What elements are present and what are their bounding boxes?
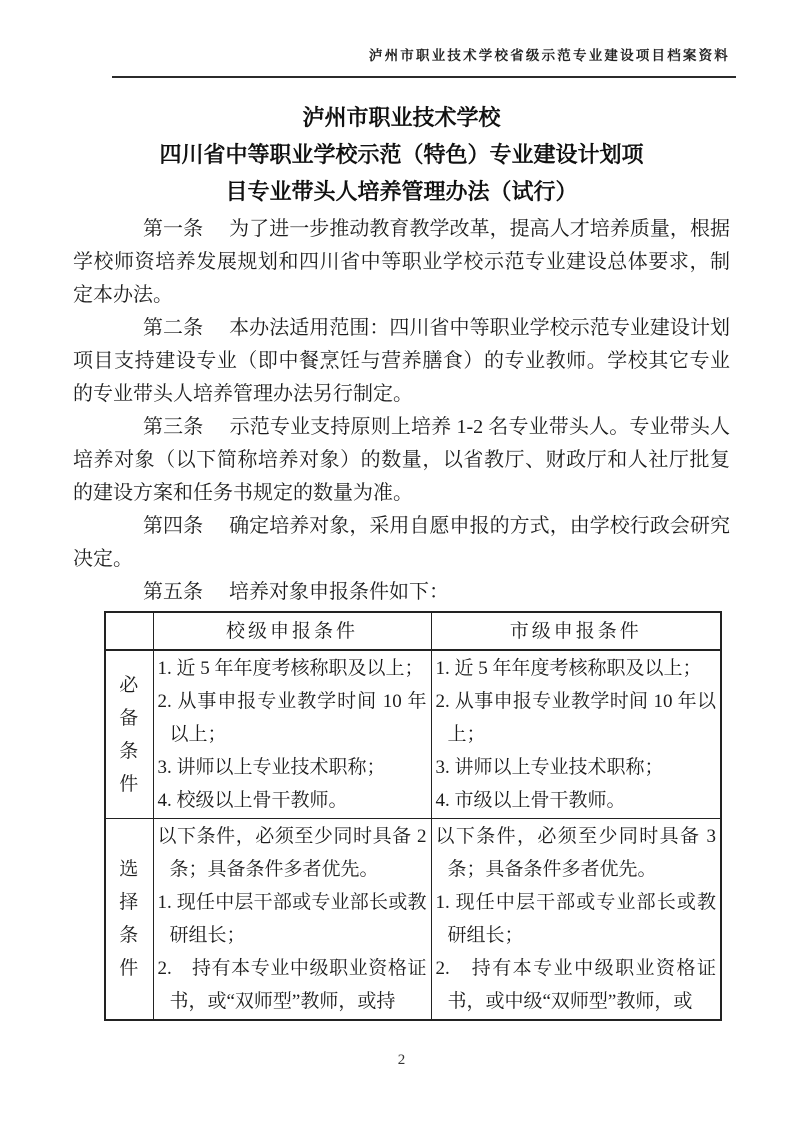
condition-item: 4. 市级以上骨干教师。 [435, 790, 626, 811]
title-line-3: 目专业带头人培养管理办法（试行） [225, 179, 578, 204]
condition-item: 4. 校级以上骨干教师。 [157, 790, 348, 811]
condition-item: 3. 讲师以上专业技术职称； [435, 757, 664, 778]
table-header-row [105, 612, 721, 650]
page-header [73, 0, 730, 65]
article-3-text: 示范专业支持原则上培养 1-2 名专业带头人。专业带头人培养对象（以下简称培养对象）的数量，以省教厅、财政厅和人社厅批复的建设方案和任务书规定的数量为准。 [73, 416, 730, 504]
row-header-required-conditions: 必备条件 [105, 650, 153, 819]
document-title [73, 99, 730, 210]
condition-item: 1. 现任中层干部或专业部长或教研组长； [435, 892, 716, 946]
column-header-city-level: 市级申报条件 [431, 612, 721, 650]
condition-item: 3. 讲师以上专业技术职称； [157, 757, 386, 778]
article-5-text: 培养对象申报条件如下： [229, 581, 449, 603]
condition-item: 以下条件，必须至少同时具备 3 条；具备条件多者优先。 [435, 826, 716, 880]
article-2-label: 第二条 [143, 317, 204, 339]
table-row-required-conditions [105, 650, 721, 819]
condition-item: 2. 持有本专业中级职业资格证书，或中级“双师型”教师，或 [435, 958, 716, 1012]
condition-item: 以下条件，必须至少同时具备 2 条；具备条件多者优先。 [157, 826, 427, 880]
condition-item: 2. 从事申报专业教学时间 10 年以上； [157, 691, 427, 745]
condition-item: 1. 近 5 年年度考核称职及以上； [157, 658, 424, 679]
condition-item: 1. 近 5 年年度考核称职及以上； [435, 658, 702, 679]
article-1-text: 为了进一步推动教育教学改革，提高人才培养质量，根据学校师资培养发展规划和四川省中等职业学校示范专业建设总体要求，制定本办法。 [73, 218, 731, 306]
cell-required-city [431, 650, 721, 819]
condition-item: 1. 现任中层干部或专业部长或教研组长； [157, 892, 427, 946]
column-header-school-level: 校级申报条件 [153, 612, 431, 650]
article-4-text: 确定培养对象，采用自愿申报的方式，由学校行政会研究决定。 [73, 515, 731, 570]
paragraph-article-4 [73, 510, 730, 576]
table-corner-cell [105, 612, 153, 650]
paragraph-article-5 [73, 576, 730, 609]
article-1-label: 第一条 [143, 218, 204, 240]
article-4-label: 第四条 [143, 515, 204, 537]
condition-item: 2. 持有本专业中级职业资格证书，或“双师型”教师，或持 [157, 958, 427, 1012]
title-line-2: 四川省中等职业学校示范（特色）专业建设计划项 [159, 142, 644, 167]
cell-required-school [153, 650, 431, 819]
document-body [73, 213, 730, 609]
paragraph-article-1 [73, 213, 730, 312]
cell-optional-city [431, 819, 721, 1021]
article-3-label: 第三条 [143, 416, 204, 438]
paragraph-article-2 [73, 312, 730, 411]
article-2-text: 本办法适用范围：四川省中等职业学校示范专业建设计划项目支持建设专业（即中餐烹饪与营养膳食）的专业教师。学校其它专业的专业带头人培养管理办法另行制定。 [73, 317, 731, 405]
cell-optional-school [153, 819, 431, 1021]
article-5-label: 第五条 [143, 581, 203, 603]
table-row-optional-conditions [105, 819, 721, 1021]
header-text: 泸州市职业技术学校省级示范专业建设项目档案资料 [368, 48, 730, 63]
conditions-table [104, 611, 722, 1021]
title-line-1: 泸州市职业技术学校 [302, 105, 501, 130]
paragraph-article-3 [73, 411, 730, 510]
header-divider-line [112, 76, 736, 78]
row-header-optional-conditions: 选择条件 [105, 819, 153, 1021]
condition-item: 2. 从事申报专业教学时间 10 年以上； [435, 691, 716, 745]
page-number: 2 [397, 1052, 406, 1068]
